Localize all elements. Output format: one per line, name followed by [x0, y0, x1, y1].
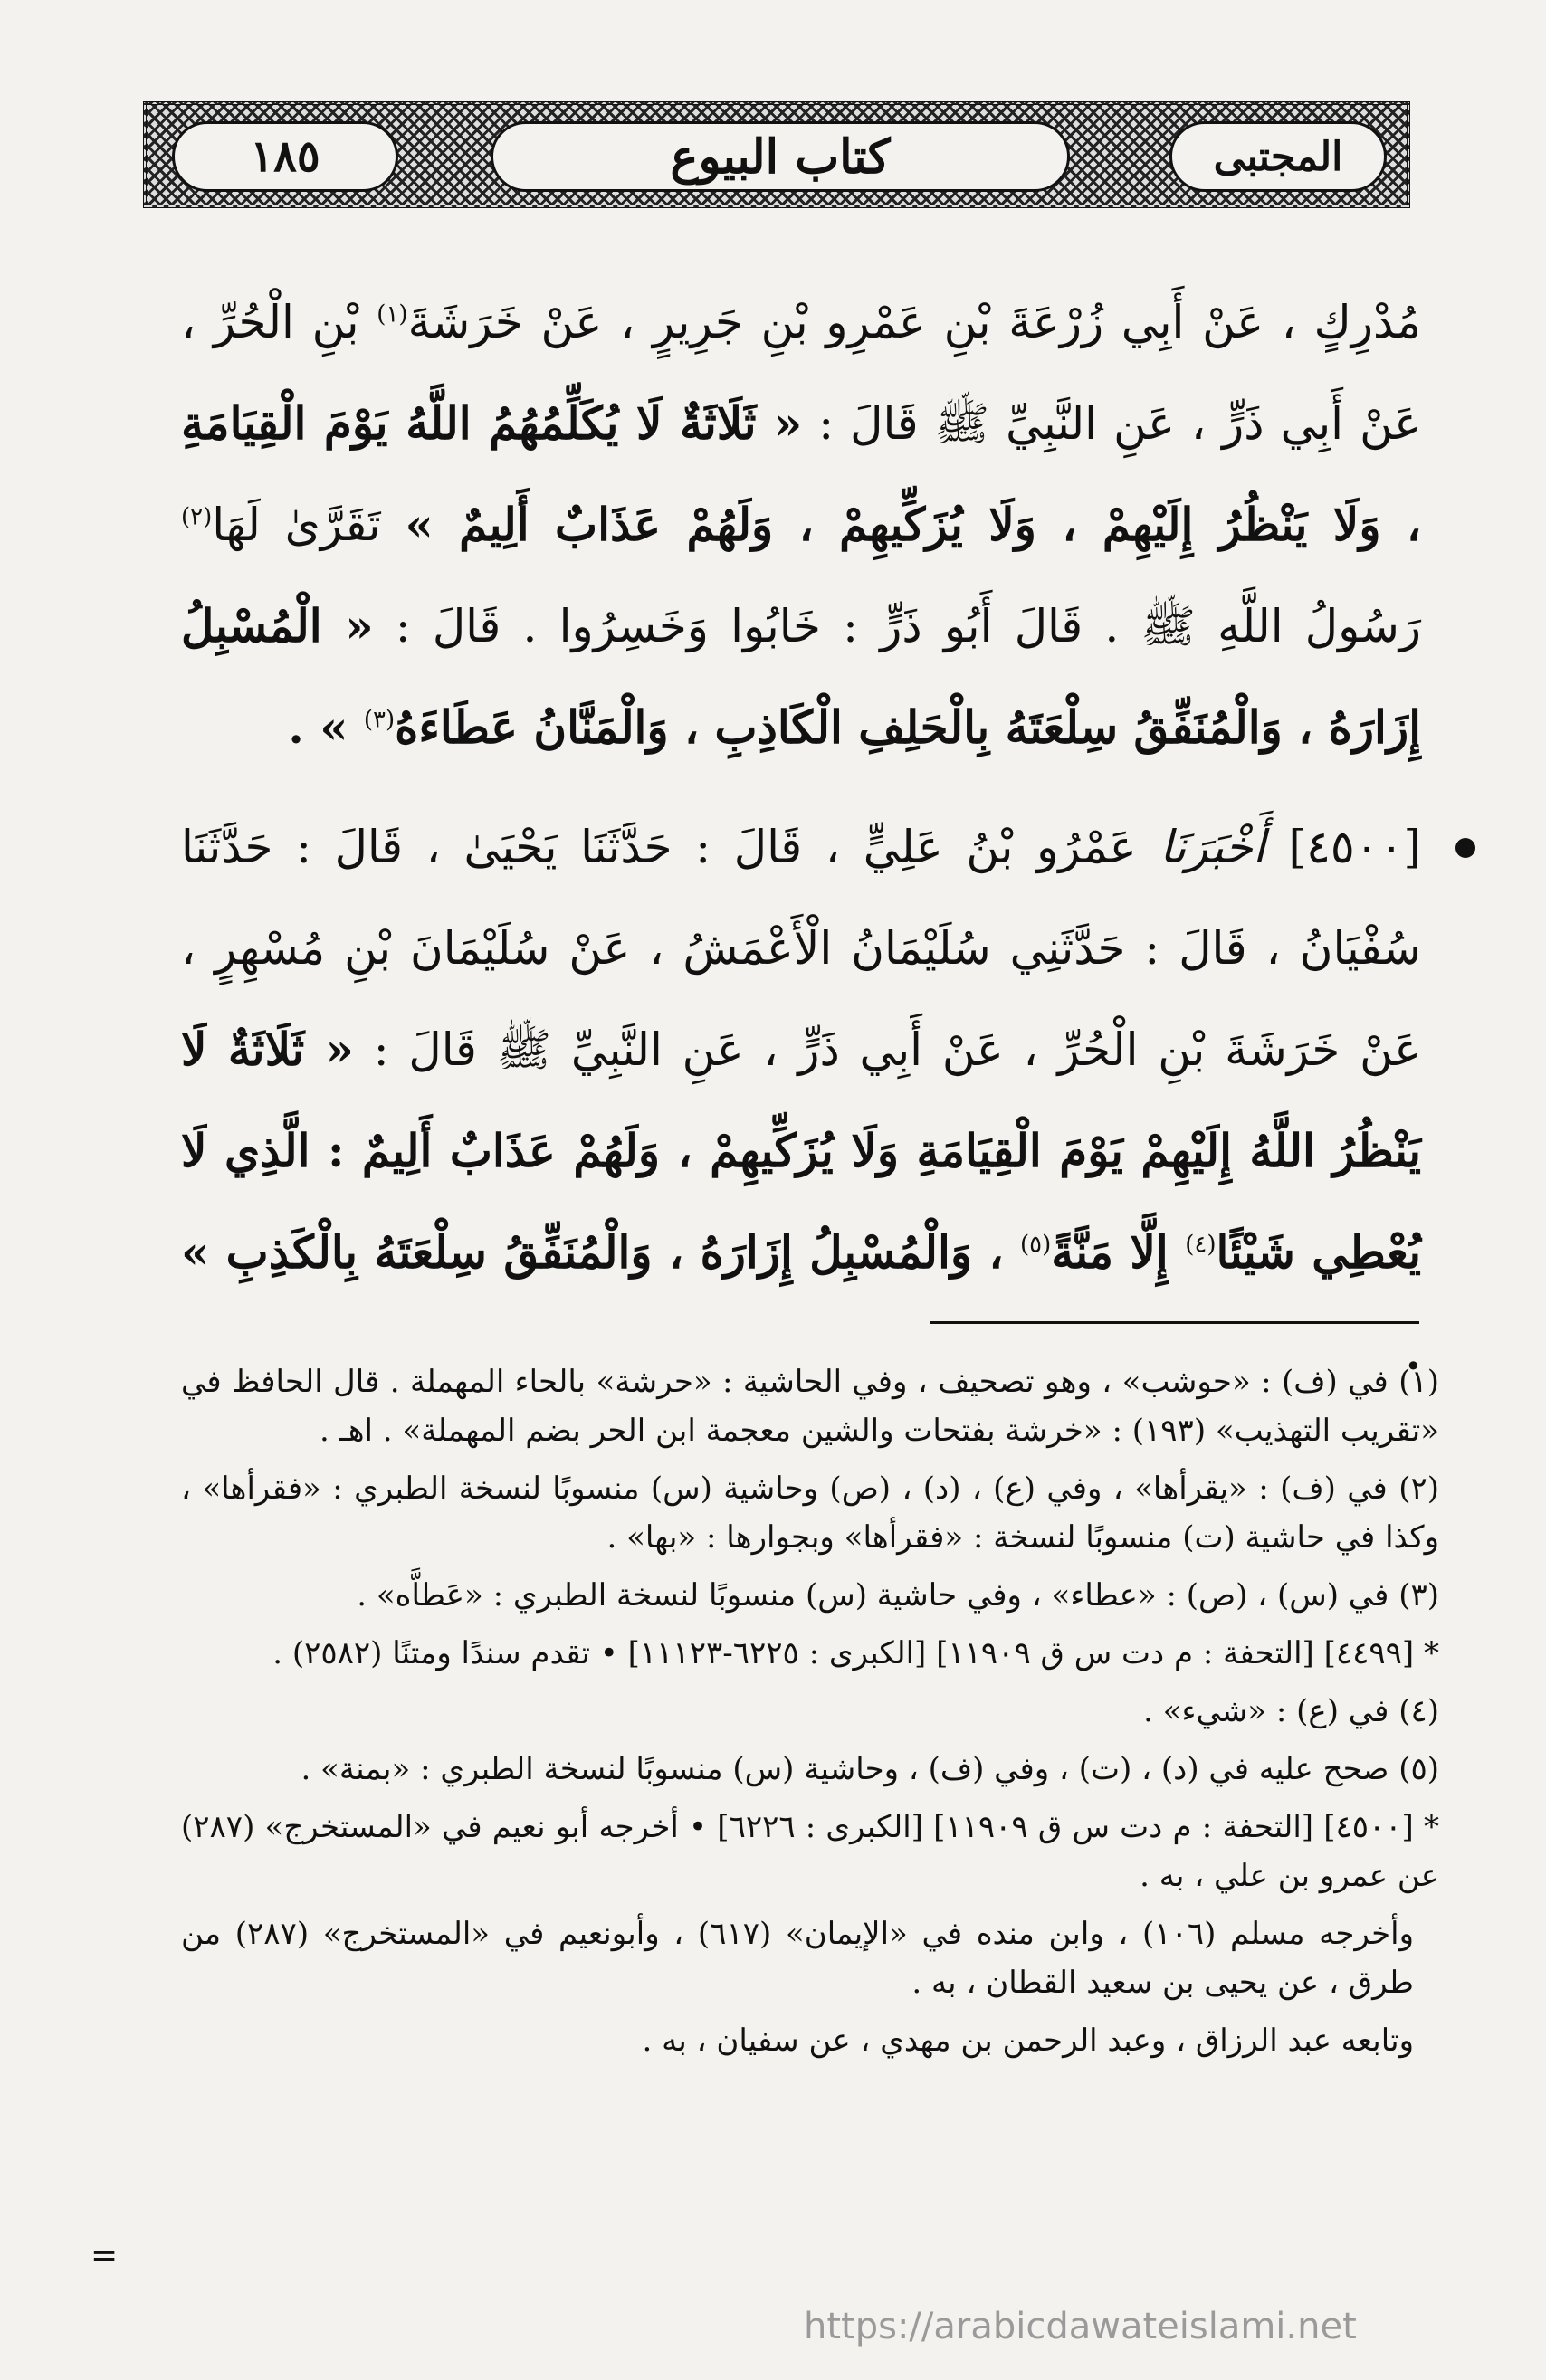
text-run: مُدْرِكٍ ، عَنْ أَبِي زُرْعَةَ بْنِ عَمْرِو بْنِ جَرِيرٍ ، عَنْ خَرَشَةَ: [407, 296, 1421, 348]
takhrij-note-4500: * [٤٥٠٠] [التحفة : م دت س ق ١١٩٠٩] [الكبرى : ٦٢٢٦] • أخرجه أبو نعيم في «المستخرج» (٢٨٧) عن عمرو بن علي ، به .: [181, 1809, 1439, 1894]
hadith-quote: « ثَلَاثَةٌ لَا يَنْظُرُ اللَّهُ إِلَيْهِمْ يَوْمَ الْقِيَامَةِ وَلَا يُزَكِّيهِمْ ، وَلَهُمْ عَذَابٌ أَلِيمٌ : الَّذِي لَا يُعْطِي شَيْئًا: [181, 1023, 1421, 1279]
hadith-bullet-icon: [1455, 838, 1475, 858]
footnote-ref-2[interactable]: (٢): [181, 503, 213, 531]
footnotes: [181, 1357, 1439, 2074]
hadith-quote: إِلَّا مَنَّةً: [1051, 1225, 1186, 1279]
footnote-ref-4[interactable]: (٤): [1185, 1231, 1217, 1259]
watermark-url: https://arabicdawateislami.net: [804, 2306, 1357, 2347]
text-run: » .: [288, 700, 364, 754]
footnote-divider: [930, 1321, 1419, 1324]
footnote-3: (٣) في (س) ، (ص) : «عطاء» ، وفي حاشية (س) منسوبًا لنسخة الطبري : «عَطاَّه» .: [357, 1577, 1439, 1614]
text-run: رَسُولُ اللَّهِ ﷺ . قَالَ أَبُو ذَرٍّ : خَابُوا وَخَسِرُوا . قَالَ :: [373, 600, 1422, 652]
text-run: بْنِ الْحُرِّ ، عَنْ أَبِي ذَرٍّ ، عَنِ النَّبِيِّ ﷺ قَالَ :: [181, 296, 1421, 450]
takhrij-note-4499: * [٤٤٩٩] [التحفة : م دت س ق ١١٩٠٩] [الكبرى : ٦٢٢٥-١١١٢٣] • تقدم سندًا ومتنًا (٢٥٨٢) .: [272, 1635, 1439, 1671]
series-logo: المجتبى: [1169, 121, 1387, 192]
akhbarana-label: أَخْبَرَنَا: [1136, 821, 1289, 873]
page-number: ١٨٥: [172, 121, 398, 192]
hadith-quote: « ثَلَاثَةٌ لَا يُكَلِّمُهُمُ اللَّهُ يَوْمَ الْقِيَامَةِ ، وَلَا يَنْظُرُ إِلَيْهِمْ ، وَلَا يُزَكِّيهِمْ ، وَلَهُمْ عَذَابٌ أَلِيمٌ »: [181, 396, 1421, 551]
continuation-mark: =: [91, 2237, 119, 2274]
footnote-5: (٥) صحح عليه في (د) ، (ت) ، وفي (ف) ، وحاشية (س) منسوبًا لنسخة الطبري : «بمنة» .: [301, 1751, 1439, 1787]
footnote-ref-3[interactable]: (٣): [363, 706, 396, 734]
hadith-paragraph-4499-continued: [181, 271, 1421, 778]
footnote-4: (٤) في (ع) : «شيء» .: [1143, 1693, 1439, 1729]
footnote-ref-5[interactable]: (٥): [1020, 1231, 1052, 1259]
hadith-quote: « الْمُسْبِلُ إِزَارَهُ ، وَالْمُنَفِّقُ سِلْعَتَهُ بِالْحَلِفِ الْكَاذِبِ ، وَالْمَنَّانُ عَطَاءَهُ: [181, 599, 1421, 754]
takhrij-note-continued: وأخرجه مسلم (١٠٦) ، وابن منده في «الإيمان» (٦١٧) ، وأبونعيم في «المستخرج» (٢٨٧) من طرق ، عن يحيى بن سعيد القطان ، به .: [181, 1916, 1415, 2001]
page-header-ornament: [143, 101, 1410, 208]
book-title: كتاب البيوع: [491, 121, 1070, 192]
text-run: عَمْرُو بْنُ عَلِيٍّ ، قَالَ : حَدَّثَنَا يَحْيَىٰ ، قَالَ : حَدَّثَنَا سُفْيَانُ ، قَالَ : حَدَّثَنِي سُلَيْمَانُ الْأَعْمَشُ ، عَنْ سُلَيْمَانَ بْنِ مُسْهِرٍ ، عَنْ خَرَشَةَ بْنِ الْحُرِّ ، عَنْ أَبِي ذَرٍّ ، عَنِ النَّبِيِّ ﷺ قَالَ :: [181, 821, 1422, 1076]
hadith-paragraph-4500: [181, 796, 1421, 1404]
text-run: تَقَرَّىٰ لَهَا: [212, 499, 406, 551]
footnote-1: (١) في (ف) : «حوشب» ، وهو تصحيف ، وفي الحاشية : «حرشة» بالحاء المهملة . قال الحافظ في «تقريب التهذيب» (١٩٣) : «خرشة بفتحات والشين معجمة ابن الحر بضم المهملة» . اهـ .: [181, 1364, 1439, 1449]
hadith-quote: ، وَالْمُسْبِلُ إِزَارَهُ ، وَالْمُنَفِّقُ سِلْعَتَهُ بِالْكَذِبِ » .: [181, 1225, 1421, 1380]
footnote-ref-1[interactable]: (١): [377, 300, 408, 328]
footnote-2: (٢) في (ف) : «يقرأها» ، وفي (ع) ، (د) ، (ص) وحاشية (س) منسوبًا لنسخة الطبري : «فقرأها» ، وكذا في حاشية (ت) منسوبًا لنسخة : «فقرأها» وبجوارها : «بها» .: [181, 1471, 1439, 1556]
takhrij-note-continued: وتابعه عبد الرزاق ، وعبد الرحمن بن مهدي ، عن سفيان ، به .: [642, 2023, 1414, 2059]
hadith-number: [٤٥٠٠]: [1288, 821, 1421, 873]
